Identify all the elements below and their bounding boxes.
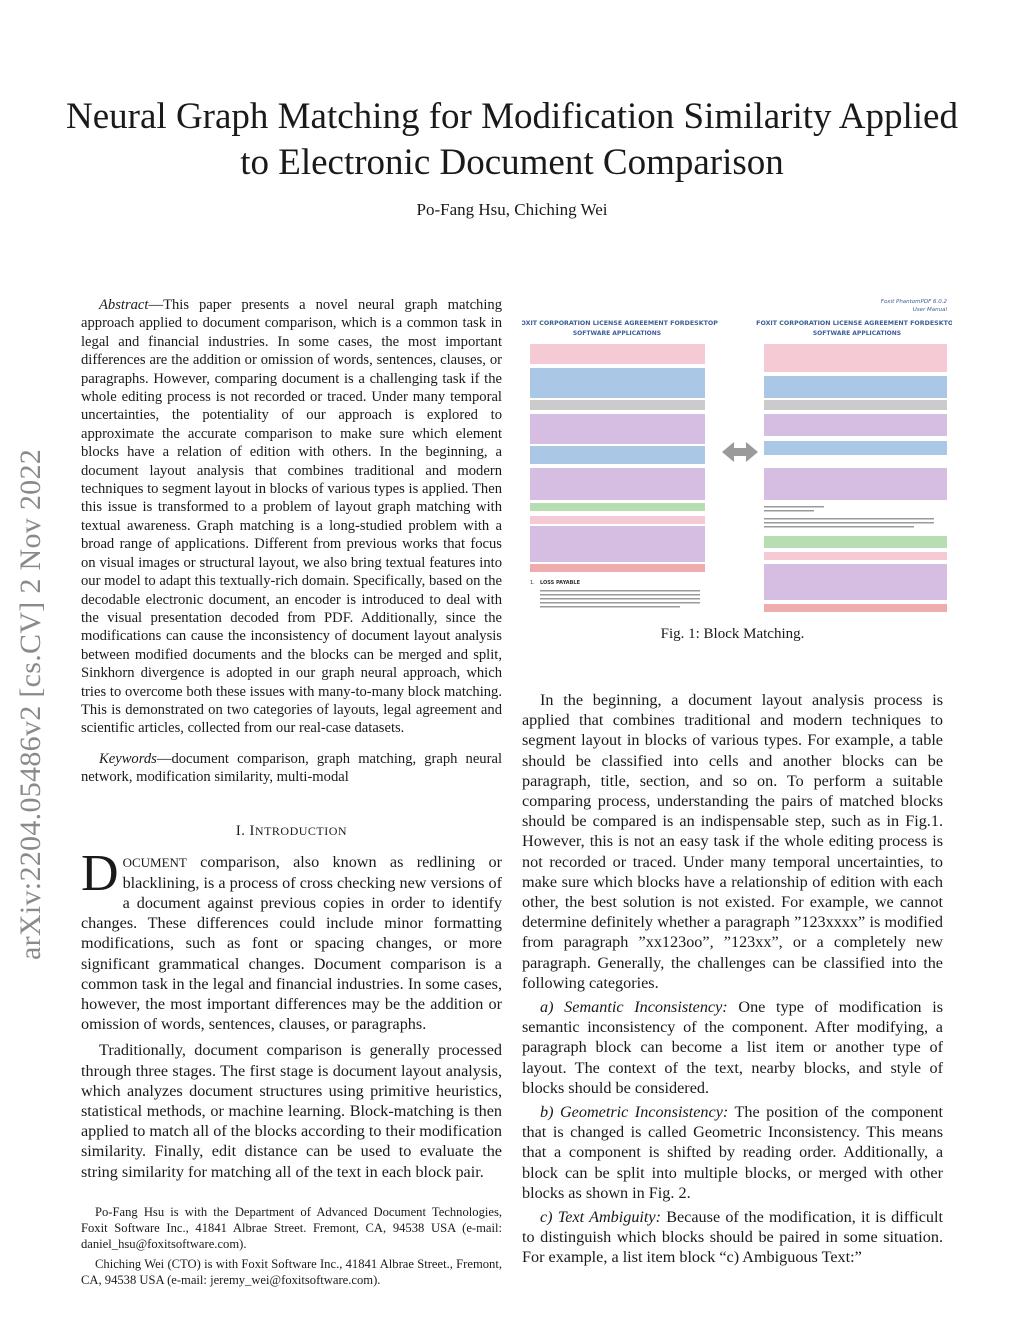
right-block-red — [764, 604, 947, 612]
left-block-blue-2 — [530, 446, 705, 464]
left-column — [81, 296, 502, 1288]
right-doc-corner-title: Foxit PhantomPDF 6.0.2 — [880, 299, 947, 305]
intro-paragraph-1: DOCUMENT comparison, also known as redlining or blacklining, is a process of cross checking new versions of a document against previous copies in order to identify changes. These differences could include minor formatting modifications, such as font or spacing changes, or more significant grammatical changes. Document comparison is a common task in the legal and financial industries. In some cases, however, the most important differences may be the addition or omission of words, sentences, clauses, or paragraphs. — [81, 844, 502, 1034]
left-doc-heading-2: SOFTWARE APPLICATIONS — [572, 330, 662, 337]
section-heading-introduction: I. INTRODUCTION — [235, 822, 348, 839]
left-block-red — [530, 564, 705, 572]
abstract-label: Abstract — [99, 297, 149, 313]
paragraph-text-ambiguity: c) Text Ambiguity: Because of the modification, it is difficult to distinguish which blocks should be paired in some situation. For example, a list item block “c) Ambiguous Text:” — [522, 1208, 943, 1267]
bidirectional-arrow-icon — [722, 442, 758, 462]
abstract: Abstract—This paper presents a novel neural graph matching approach applied to document comparison, which is a common task in legal and financial industries. In some cases, the most important differences are the addition or omission of words, sentences, clauses, or paragraphs. However, comparing document is a challenging task if the whole editing process is not recorded or traced. Under many temporal uncertainties, the potentiality of our approach is explored to approximate the accurate comparison to make sure which element blocks have a relation of edition with others. In the beginning, a document layout analysis that combines traditional and modern techniques to segment layout in blocks of various types is applied. Then this issue is transformed to a problem of layout graph matching with textual awareness. Graph matching is a long-studied problem with a broad range of applications. Different from previous works that focus on visual images or structural layout, we also bring textual features into our model to adapt this textually-rich domain. Specifically, based on the decodable electronic document, an encoder is introduced to deal with the visual presentation decoded from PDF. Additionally, since the modifications can cause the inconsistency of document layout analysis between modified documents and the blocks can be merged and split, Sinkhorn divergence is adopted in our graph neural approach, which tries to overcome both these issues with many-to-many block matching. This is demonstrated on two categories of layouts, legal agreement and scientific articles, collected from our real-case datasets. — [81, 297, 502, 737]
left-block-green — [530, 503, 705, 511]
author-list: Po-Fang Hsu, Chiching Wei — [416, 200, 608, 219]
left-doc-heading-1: FOXIT CORPORATION LICENSE AGREEMENT FORDESKTOP — [522, 320, 718, 327]
right-block-purple-2 — [764, 468, 947, 500]
left-doc-item-label: LOSS PAYABLE — [540, 580, 580, 586]
right-block-purple — [764, 414, 947, 436]
footnote-author-1: Po-Fang Hsu is with the Department of Advanced Document Technologies, Foxit Software Inc., 41841 Albrae Street. Fremont, CA, 94538 USA (e-mail: daniel_hsu@foxitsoftware.com). — [81, 1204, 502, 1251]
left-block-purple — [530, 414, 705, 444]
left-block-purple-2 — [530, 468, 705, 500]
left-block-pink — [530, 344, 705, 364]
footnotes — [81, 1204, 502, 1288]
right-block-green — [764, 536, 947, 548]
left-block-gray — [530, 400, 705, 410]
right-block-purple-3 — [764, 564, 947, 600]
right-column — [522, 690, 943, 1268]
left-doc-item-number: 1. — [530, 580, 535, 586]
figure-caption: Fig. 1: Block Matching. — [660, 626, 805, 642]
left-block-blue — [530, 368, 705, 398]
left-block-purple-3 — [530, 526, 705, 562]
right-doc-corner-subtitle: User Manual — [912, 307, 947, 313]
block-matching-illustration — [522, 296, 952, 626]
figure-block-matching — [522, 296, 952, 656]
paragraph-geometric-inconsistency: b) Geometric Inconsistency: The position of the component that is changed is called Geometric Inconsistency. This means that a component is shifted by reading order. Additionally, a block can be split into multiple blocks, or merged with other blocks as shown in Fig. 2. — [522, 1103, 944, 1202]
right-block-blue-2 — [764, 441, 947, 455]
keywords-text: document comparison, graph matching, graph neural network, modification similarity, multi-modal — [81, 750, 502, 786]
left-block-pink-2 — [530, 516, 705, 524]
right-block-blue — [764, 376, 947, 398]
paragraph-semantic-inconsistency: a) Semantic Inconsistency: One type of modification is semantic inconsistency of the component. After modifying, a paragraph block can become a list item or another type of layout. The context of the text, nearby blocks, and style of blocks should be considered. — [522, 998, 943, 1097]
intro-paragraph-2: Traditionally, document comparison is generally processed through three stages. The first stage is document layout analysis, which analyzes document structures using primitive heuristics, statistical methods, or machine learning. Block-matching is then applied to match all of the blocks according to their modification similarity. Finally, edit distance can be used to evaluate the string similarity for matching all of the text in each block pair. — [81, 1041, 502, 1181]
drop-cap: D — [81, 844, 119, 902]
right-block-gray — [764, 400, 947, 410]
right-block-pink-2 — [764, 552, 947, 560]
keywords-label: Keywords — [99, 750, 157, 767]
arxiv-identifier: arXiv:2204.05486v2 [cs.CV] 2 Nov 2022 — [14, 448, 47, 960]
right-doc-heading-2: SOFTWARE APPLICATIONS — [812, 330, 902, 337]
right-block-pink — [764, 344, 947, 372]
keywords: Keywords—document comparison, graph matching, graph neural network, modification similarity, multi-modal — [81, 750, 502, 786]
abstract-text: This paper presents a novel neural graph matching approach applied to document comparison, which is a common task in legal and financial industries. In some cases, the most important differences are the addition or omission of words, sentences, clauses, or paragraphs. However, comparing document is a challenging task if the whole editing process is not recorded or traced. Under many temporal uncertainties, the potentiality of our approach is explored to approximate the accurate comparison to make sure which element blocks have a relation of edition with others. In the beginning, a document layout analysis that combines traditional and modern techniques to segment layout in blocks of various types is applied. Then this issue is transformed to a problem of layout graph matching with textual awareness. Graph matching is a long-studied problem with a broad range of applications. Different from previous works that focus on visual images or structural layout, we also bring textual features into our model to adapt this textually-rich domain. Specifically, based on the decodable electronic document, an encoder is introduced to deal with the visual presentation decoded from PDF. Additionally, since the modifications can cause the inconsistency of document layout analysis between modified documents and the blocks can be merged and split, Sinkhorn divergence is adopted in our graph neural approach, which tries to overcome both these issues with many-to-many block matching. This is demonstrated on two categories of layouts, legal agreement and scientific articles, collected from our real-case datasets. — [81, 297, 502, 737]
right-doc-heading-1: FOXIT CORPORATION LICENSE AGREEMENT FORDESKTOP — [756, 320, 952, 327]
body-paragraph-beginning: In the beginning, a document layout analysis process is applied that combines traditional and modern techniques to segment layout in blocks of various types. For example, a table should be classified into cells and another blocks can be paragraph, title, section, and so on. To perform a suitable comparing process, understanding the pairs of matched blocks should be compared is an indispensable step, such as in Fig.1. However, this is not an easy task if the whole editing process is not recorded or traced. Under many temporal uncertainties, to make sure which blocks have a relationship of edition with each other, the best solution is not existed. For example, we cannot determine definitely whether a paragraph ”123xxxx” is modified from paragraph ”xx123oo”, ”123xx”, or a completely new paragraph. Generally, the challenges can be classified into the following categories. — [522, 691, 943, 992]
footnote-author-2: Chiching Wei (CTO) is with Foxit Software Inc., 41841 Albrae Street., Fremont, CA, 94538 USA (e-mail: jeremy_wei@foxitsoftware.com). — [81, 1256, 502, 1287]
paper-title: Neural Graph Matching for Modification Similarity Applied to Electronic Document Comparison — [66, 96, 958, 183]
